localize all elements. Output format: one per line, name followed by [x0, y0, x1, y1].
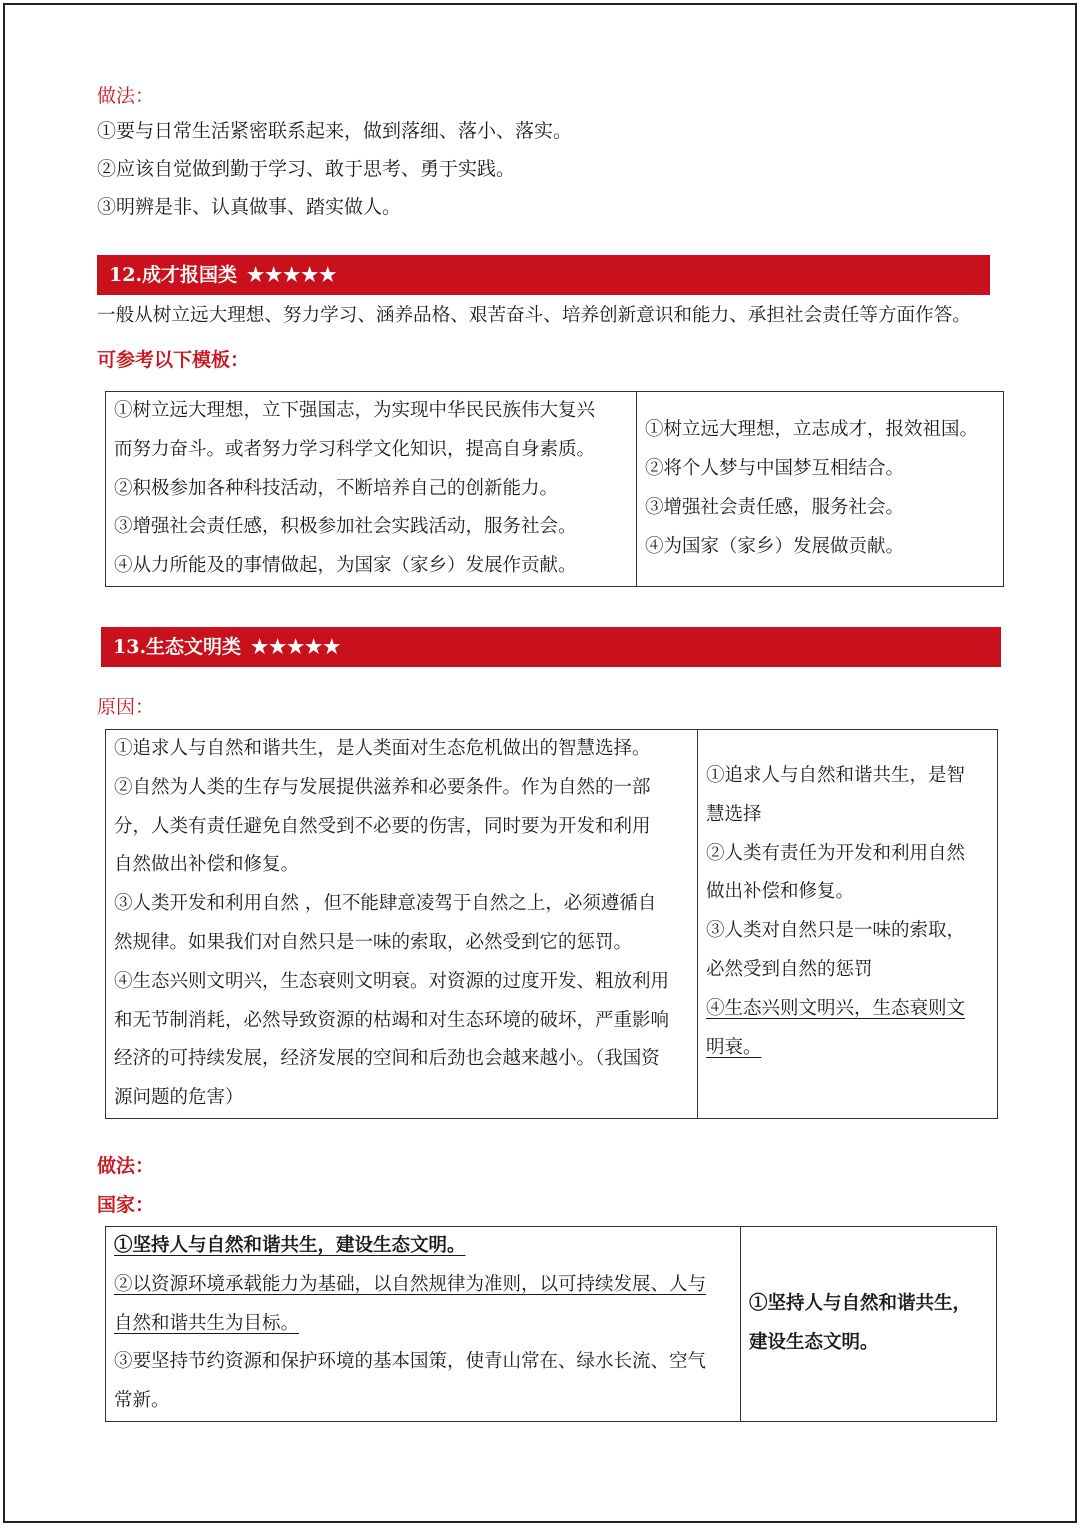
- country-label: 国家：: [97, 1194, 155, 1216]
- table-line: ③人类对自然只是一味的索取，: [706, 920, 966, 942]
- document-page: [3, 3, 1077, 1523]
- table-line: ①坚持人与自然和谐共生，: [749, 1293, 972, 1315]
- method-item: ③明辨是非、认真做事、踏实做人。: [97, 196, 402, 218]
- section-13-title: 13.生态文明类: [113, 636, 242, 658]
- table-line: ④生态兴则文明兴，生态衰则文明衰。对资源的过度开发、粗放利用: [114, 970, 670, 992]
- table-line: ①追求人与自然和谐共生，是智: [706, 765, 966, 786]
- section-12-title: 12.成才报国类: [109, 264, 238, 286]
- section-13-banner: [101, 627, 1001, 667]
- table-line: 分，人类有责任避免自然受到不必要的伤害，同时要为开发和利用: [114, 815, 651, 837]
- table-line: ②将个人梦与中国梦互相结合。: [645, 458, 905, 480]
- country-table: [105, 1226, 997, 1422]
- reason-table: [105, 729, 998, 1119]
- table-line: 自然和谐共生为目标。: [114, 1312, 300, 1334]
- table-line: ④从力所能及的事情做起，为国家（家乡）发展作贡献。: [114, 555, 577, 577]
- table-line: 自然做出补偿和修复。: [114, 854, 300, 876]
- table-line: 做出补偿和修复。: [706, 881, 855, 903]
- section-12-banner: [97, 255, 990, 295]
- table-line: 然规律。如果我们对自然只是一味的索取，必然受到它的惩罚。: [114, 931, 633, 953]
- table-line: ④为国家（家乡）发展做贡献。: [645, 535, 905, 557]
- table-line: ①树立远大理想，立志成才，报效祖国。: [645, 419, 979, 441]
- method-item: ①要与日常生活紧密联系起来，做到落细、落小、落实。: [97, 120, 573, 142]
- rating-stars-icon: ★★★★★: [251, 636, 342, 658]
- table-line: ③增强社会责任感，服务社会。: [645, 497, 905, 518]
- table-line: 源问题的危害）: [114, 1087, 244, 1109]
- table-line: ③要坚持节约资源和保护环境的基本国策，使青山常在、绿水长流、空气: [114, 1351, 707, 1373]
- table-line: ③增强社会责任感，积极参加社会实践活动，服务社会。: [114, 516, 577, 538]
- template-label: 可参考以下模板：: [97, 349, 250, 371]
- table-line: ③人类开发和利用自然 ，但不能肆意凌驾于自然之上，必须遵循自: [114, 893, 657, 915]
- rating-stars-icon: ★★★★★: [247, 264, 338, 286]
- reason-label: 原因：: [97, 696, 155, 718]
- section-12-table: [105, 391, 1004, 587]
- section-12-left-cell: [106, 392, 637, 587]
- table-line: ①追求人与自然和谐共生，是人类面对生态危机做出的智慧选择。: [114, 738, 651, 759]
- section-12-intro: 一般从树立远大理想、努力学习、涵养品格、艰苦奋斗、培养创新意识和能力、承担社会责任等方面作答。: [97, 305, 971, 326]
- country-right-cell: [741, 1227, 997, 1422]
- table-line: 常新。: [114, 1390, 170, 1412]
- method-list: [97, 112, 572, 226]
- table-line: 建设生态文明。: [749, 1332, 879, 1353]
- reason-left-cell: [106, 730, 698, 1119]
- table-line: 和无节制消耗，必然导致资源的枯竭和对生态环境的破坏，严重影响: [114, 1009, 670, 1031]
- method-item: ②应该自觉做到勤于学习、敢于思考、勇于实践。: [97, 158, 516, 180]
- country-left-cell: [106, 1227, 741, 1422]
- section-12-right-cell: [637, 392, 1004, 587]
- table-line: 经济的可持续发展，经济发展的空间和后劲也会越来越小。（我国资: [114, 1048, 660, 1070]
- reason-right-cell: [698, 730, 998, 1119]
- method-label-13: 做法：: [97, 1155, 155, 1177]
- table-line: ④生态兴则文明兴，生态衰则文: [706, 997, 966, 1019]
- table-line: 慧选择: [706, 803, 762, 825]
- table-line: 必然受到自然的惩罚: [706, 958, 873, 980]
- table-line: ②以资源环境承载能力为基础，以自然规律为准则，以可持续发展、人与: [114, 1273, 707, 1295]
- table-line: ②积极参加各种科技活动，不断培养自己的创新能力。: [114, 477, 559, 499]
- table-line: 明衰。: [706, 1036, 762, 1058]
- table-line: ①坚持人与自然和谐共生，建设生态文明。: [114, 1235, 466, 1256]
- table-line: 而努力奋斗。或者努力学习科学文化知识，提高自身素质。: [114, 438, 596, 460]
- table-line: ①树立远大理想，立下强国志，为实现中华民民族伟大复兴: [114, 400, 596, 421]
- table-line: ②人类有责任为开发和利用自然: [706, 842, 966, 864]
- table-line: ②自然为人类的生存与发展提供滋养和必要条件。作为自然的一部: [114, 776, 651, 798]
- method-label: 做法：: [97, 85, 155, 107]
